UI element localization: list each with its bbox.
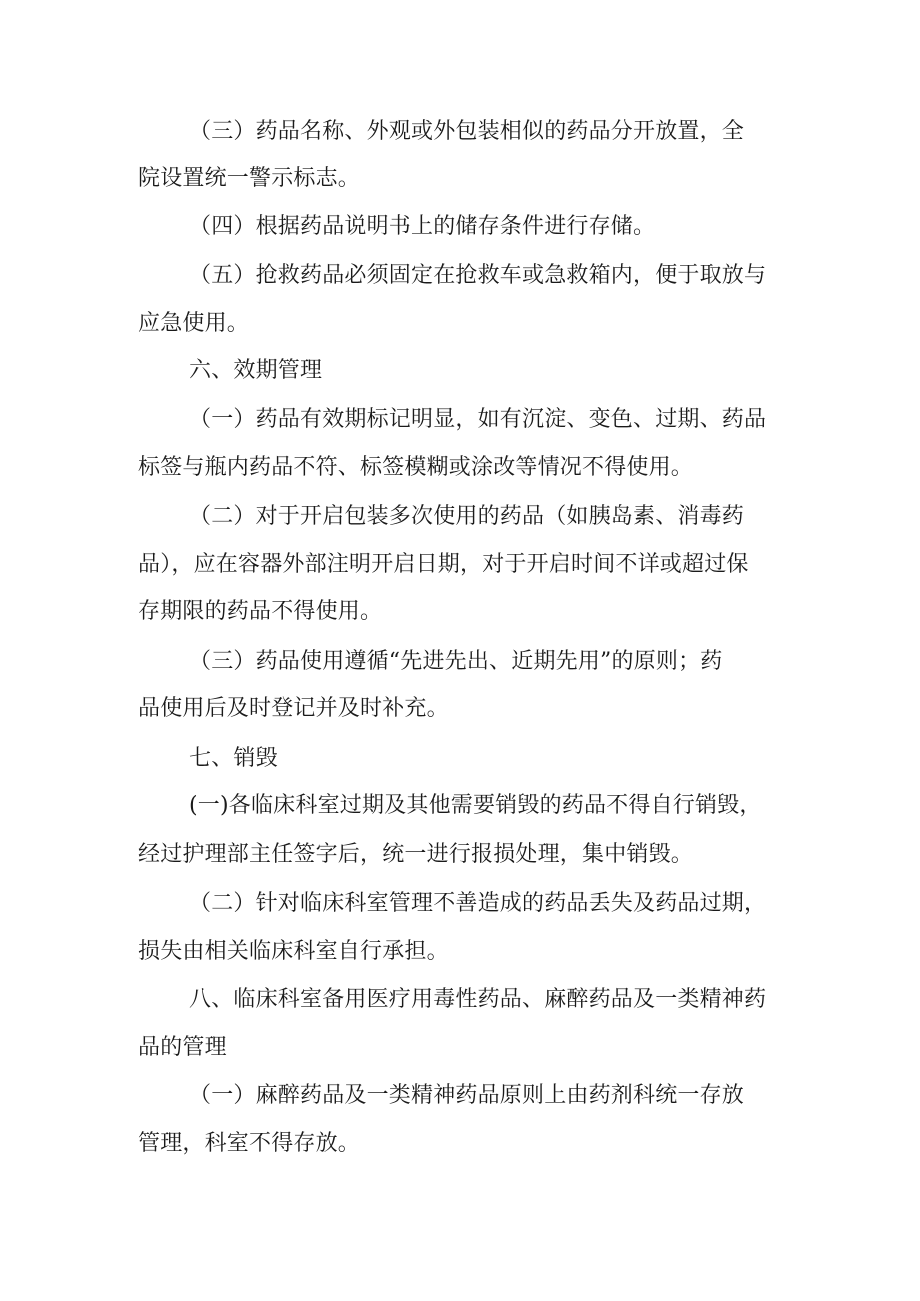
paragraph-line: 品），应在容器外部注明开启日期，对于开启时间不详或超过保	[138, 552, 749, 577]
paragraph-line: 经过护理部主任签字后，统一进行报损处理，集中销毁。	[138, 842, 694, 867]
paragraph-line: （三）药品名称、外观或外包装相似的药品分开放置，全	[189, 119, 745, 144]
paragraph-line: （三）药品使用遵循“先进先出、近期先用”的原则；药	[189, 649, 723, 674]
section-heading: 品的管理	[138, 1035, 227, 1060]
paragraph-line: （一）麻醉药品及一类精神药品原则上由药剂科统一存放	[189, 1083, 745, 1108]
paragraph-line: 标签与瓶内药品不符、标签模糊或涂改等情况不得使用。	[138, 455, 694, 480]
paragraph-line: 应急使用。	[138, 311, 250, 336]
section-heading: 七、销毁	[189, 746, 278, 771]
paragraph-line: (一)各临床科室过期及其他需要销毁的药品不得自行销毁，	[189, 793, 762, 818]
paragraph-line: 存期限的药品不得使用。	[138, 599, 383, 624]
paragraph-line: （五）抢救药品必须固定在抢救车或急救箱内，便于取放与	[189, 263, 767, 288]
section-heading: 六、效期管理	[189, 358, 323, 383]
section-heading: 八、临床科室备用医疗用毒性药品、麻醉药品及一类精神药	[189, 987, 767, 1012]
paragraph-line: （一）药品有效期标记明显，如有沉淀、变色、过期、药品	[189, 407, 767, 432]
paragraph-line: 损失由相关临床科室自行承担。	[138, 939, 449, 964]
paragraph-line: （四）根据药品说明书上的储存条件进行存储。	[189, 214, 656, 239]
paragraph-line: 品使用后及时登记并及时补充。	[138, 696, 449, 721]
paragraph-line: 管理，科室不得存放。	[138, 1131, 361, 1156]
paragraph-line: （二）对于开启包装多次使用的药品（如胰岛素、消毒药	[189, 504, 745, 529]
paragraph-line: 院设置统一警示标志。	[138, 166, 361, 191]
paragraph-line: （二）针对临床科室管理不善造成的药品丢失及药品过期，	[189, 891, 767, 916]
